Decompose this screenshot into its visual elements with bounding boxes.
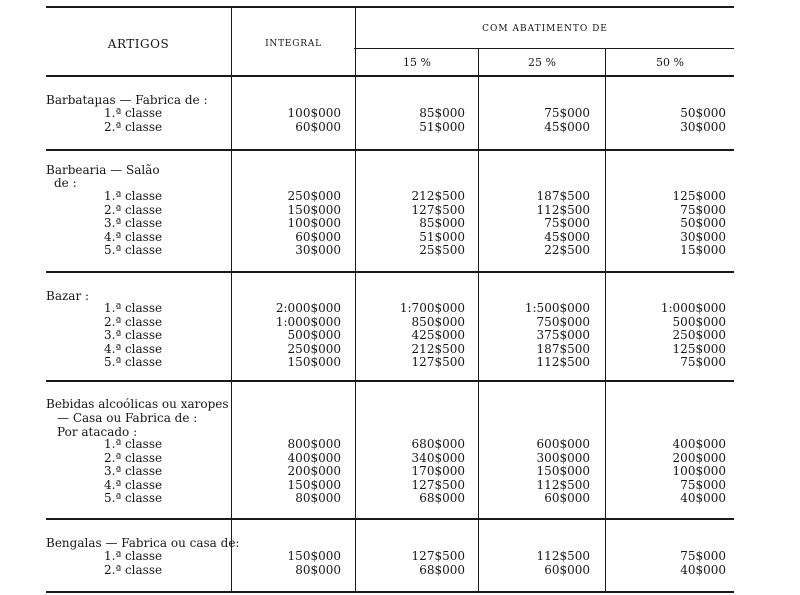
cell-15-percent: 425$000	[411, 328, 465, 342]
header-50-percent: 50 %	[656, 56, 684, 69]
cell-15-percent: 680$000	[411, 437, 465, 451]
header-com-abatimento: COM ABATIMENTO DE	[482, 24, 608, 34]
row-class-label: 3.ª classe	[104, 328, 163, 342]
cell-integral: 60$000	[295, 229, 341, 244]
cell-25-percent: 60$000	[544, 562, 590, 577]
section-title: — Casa ou Fabrica de :	[57, 411, 198, 425]
cell-integral: 250$000	[287, 189, 341, 203]
cell-15-percent: 340$000	[411, 450, 465, 465]
cell-integral: 150$000	[287, 549, 341, 563]
cell-15-percent: 51$000	[419, 119, 465, 134]
header-15-percent: 15 %	[403, 56, 431, 69]
cell-25-percent: 750$000	[536, 314, 590, 329]
cell-15-percent: 850$000	[411, 314, 465, 329]
header-artigos: ARTIGOS	[107, 37, 170, 51]
cell-integral: 150$000	[287, 355, 341, 369]
row-class-label: 2.ª classe	[104, 562, 163, 577]
cell-15-percent: 85$000	[419, 106, 465, 120]
cell-50-percent: 50$000	[680, 216, 726, 230]
cell-25-percent: 375$000	[536, 328, 590, 342]
cell-50-percent: 250$000	[672, 328, 726, 342]
cell-25-percent: 187$500	[536, 341, 590, 356]
cell-integral: 100$000	[287, 216, 341, 230]
row-class-label: 1.ª classe	[104, 189, 163, 203]
cell-15-percent: 51$000	[419, 229, 465, 244]
cell-25-percent: 187$500	[536, 189, 590, 203]
rule-header-bottom	[46, 75, 734, 77]
cell-15-percent: 170$000	[411, 464, 465, 478]
cell-25-percent: 112$500	[536, 355, 590, 369]
cell-25-percent: 22$500	[544, 243, 590, 257]
cell-integral: 1:000$000	[275, 314, 341, 329]
cell-integral: 150$000	[287, 202, 341, 217]
cell-15-percent: 127$500	[411, 355, 465, 369]
section-title: Por atacado :	[57, 425, 138, 439]
row-class-label: 5.ª classe	[104, 491, 163, 505]
cell-25-percent: 112$500	[536, 202, 590, 217]
row-class-label: 1.ª classe	[104, 301, 163, 315]
cell-50-percent: 75$000	[680, 202, 726, 217]
cell-50-percent: 125$000	[672, 341, 726, 356]
cell-integral: 400$000	[287, 450, 341, 465]
section-title: Bebidas alcoólicas ou xaropes	[46, 397, 229, 411]
cell-25-percent: 300$000	[536, 450, 590, 465]
cell-25-percent: 75$000	[544, 216, 590, 230]
row-class-label: 2.ª classe	[104, 202, 163, 217]
cell-50-percent: 15$000	[680, 243, 726, 257]
cell-integral: 80$000	[295, 491, 341, 505]
cell-15-percent: 127$500	[411, 477, 465, 492]
cell-25-percent: 150$000	[536, 464, 590, 478]
header-25-percent: 25 %	[528, 56, 556, 69]
rule-subheader	[354, 48, 734, 49]
cell-integral: 60$000	[295, 119, 341, 134]
rule-top	[46, 6, 734, 8]
rule-section-3	[46, 380, 734, 382]
col-divider-25	[605, 48, 606, 593]
row-class-label: 4.ª classe	[104, 341, 163, 356]
cell-15-percent: 68$000	[419, 562, 465, 577]
section-title: Barbataµas — Fabrica de :	[46, 93, 208, 107]
cell-25-percent: 112$500	[536, 477, 590, 492]
section-title: de :	[54, 176, 77, 190]
row-class-label: 1.ª classe	[104, 106, 163, 120]
row-class-label: 4.ª classe	[104, 477, 163, 492]
cell-50-percent: 40$000	[680, 491, 726, 505]
cell-25-percent: 112$500	[536, 549, 590, 563]
cell-integral: 2:000$000	[275, 301, 341, 315]
row-class-label: 1.ª classe	[104, 437, 163, 451]
cell-25-percent: 60$000	[544, 491, 590, 505]
header-integral: INTEGRAL	[265, 39, 322, 49]
cell-50-percent: 500$000	[672, 314, 726, 329]
cell-50-percent: 50$000	[680, 106, 726, 120]
cell-integral: 150$000	[287, 477, 341, 492]
cell-integral: 250$000	[287, 341, 341, 356]
cell-50-percent: 75$000	[680, 355, 726, 369]
rule-section-2	[46, 271, 734, 273]
row-class-label: 2.ª classe	[104, 119, 163, 134]
cell-15-percent: 212$500	[411, 341, 465, 356]
row-class-label: 4.ª classe	[104, 229, 163, 244]
row-class-label: 2.ª classe	[104, 450, 163, 465]
cell-50-percent: 1:000$000	[660, 301, 726, 315]
cell-integral: 30$000	[295, 243, 341, 257]
cell-50-percent: 100$000	[672, 464, 726, 478]
cell-50-percent: 75$000	[680, 477, 726, 492]
cell-25-percent: 600$000	[536, 437, 590, 451]
row-class-label: 5.ª classe	[104, 355, 163, 369]
cell-15-percent: 25$500	[419, 243, 465, 257]
cell-integral: 800$000	[287, 437, 341, 451]
cell-15-percent: 127$500	[411, 549, 465, 563]
cell-50-percent: 40$000	[680, 562, 726, 577]
cell-50-percent: 75$000	[680, 549, 726, 563]
cell-25-percent: 45$000	[544, 119, 590, 134]
cell-25-percent: 1:500$000	[524, 301, 590, 315]
cell-50-percent: 30$000	[680, 119, 726, 134]
row-class-label: 3.ª classe	[104, 464, 163, 478]
rule-section-1	[46, 149, 734, 151]
section-title: Bazar :	[46, 289, 90, 303]
row-class-label: 3.ª classe	[104, 216, 163, 230]
cell-15-percent: 68$000	[419, 491, 465, 505]
cell-25-percent: 45$000	[544, 229, 590, 244]
cell-integral: 80$000	[295, 562, 341, 577]
cell-15-percent: 212$500	[411, 189, 465, 203]
section-title: Bengalas — Fabrica ou casa de:	[46, 536, 240, 550]
cell-15-percent: 1:700$000	[399, 301, 465, 315]
cell-50-percent: 30$000	[680, 229, 726, 244]
cell-50-percent: 125$000	[672, 189, 726, 203]
cell-25-percent: 75$000	[544, 106, 590, 120]
cell-50-percent: 400$000	[672, 437, 726, 451]
row-class-label: 2.ª classe	[104, 314, 163, 329]
row-class-label: 5.ª classe	[104, 243, 163, 257]
cell-integral: 200$000	[287, 464, 341, 478]
row-class-label: 1.ª classe	[104, 549, 163, 563]
rule-section-4	[46, 518, 734, 520]
col-divider-15	[478, 48, 479, 593]
cell-50-percent: 200$000	[672, 450, 726, 465]
rule-bottom	[46, 591, 734, 593]
cell-integral: 100$000	[287, 106, 341, 120]
cell-15-percent: 85$000	[419, 216, 465, 230]
section-title: Barbearia — Salão	[46, 163, 160, 177]
cell-integral: 500$000	[287, 328, 341, 342]
cell-15-percent: 127$500	[411, 202, 465, 217]
